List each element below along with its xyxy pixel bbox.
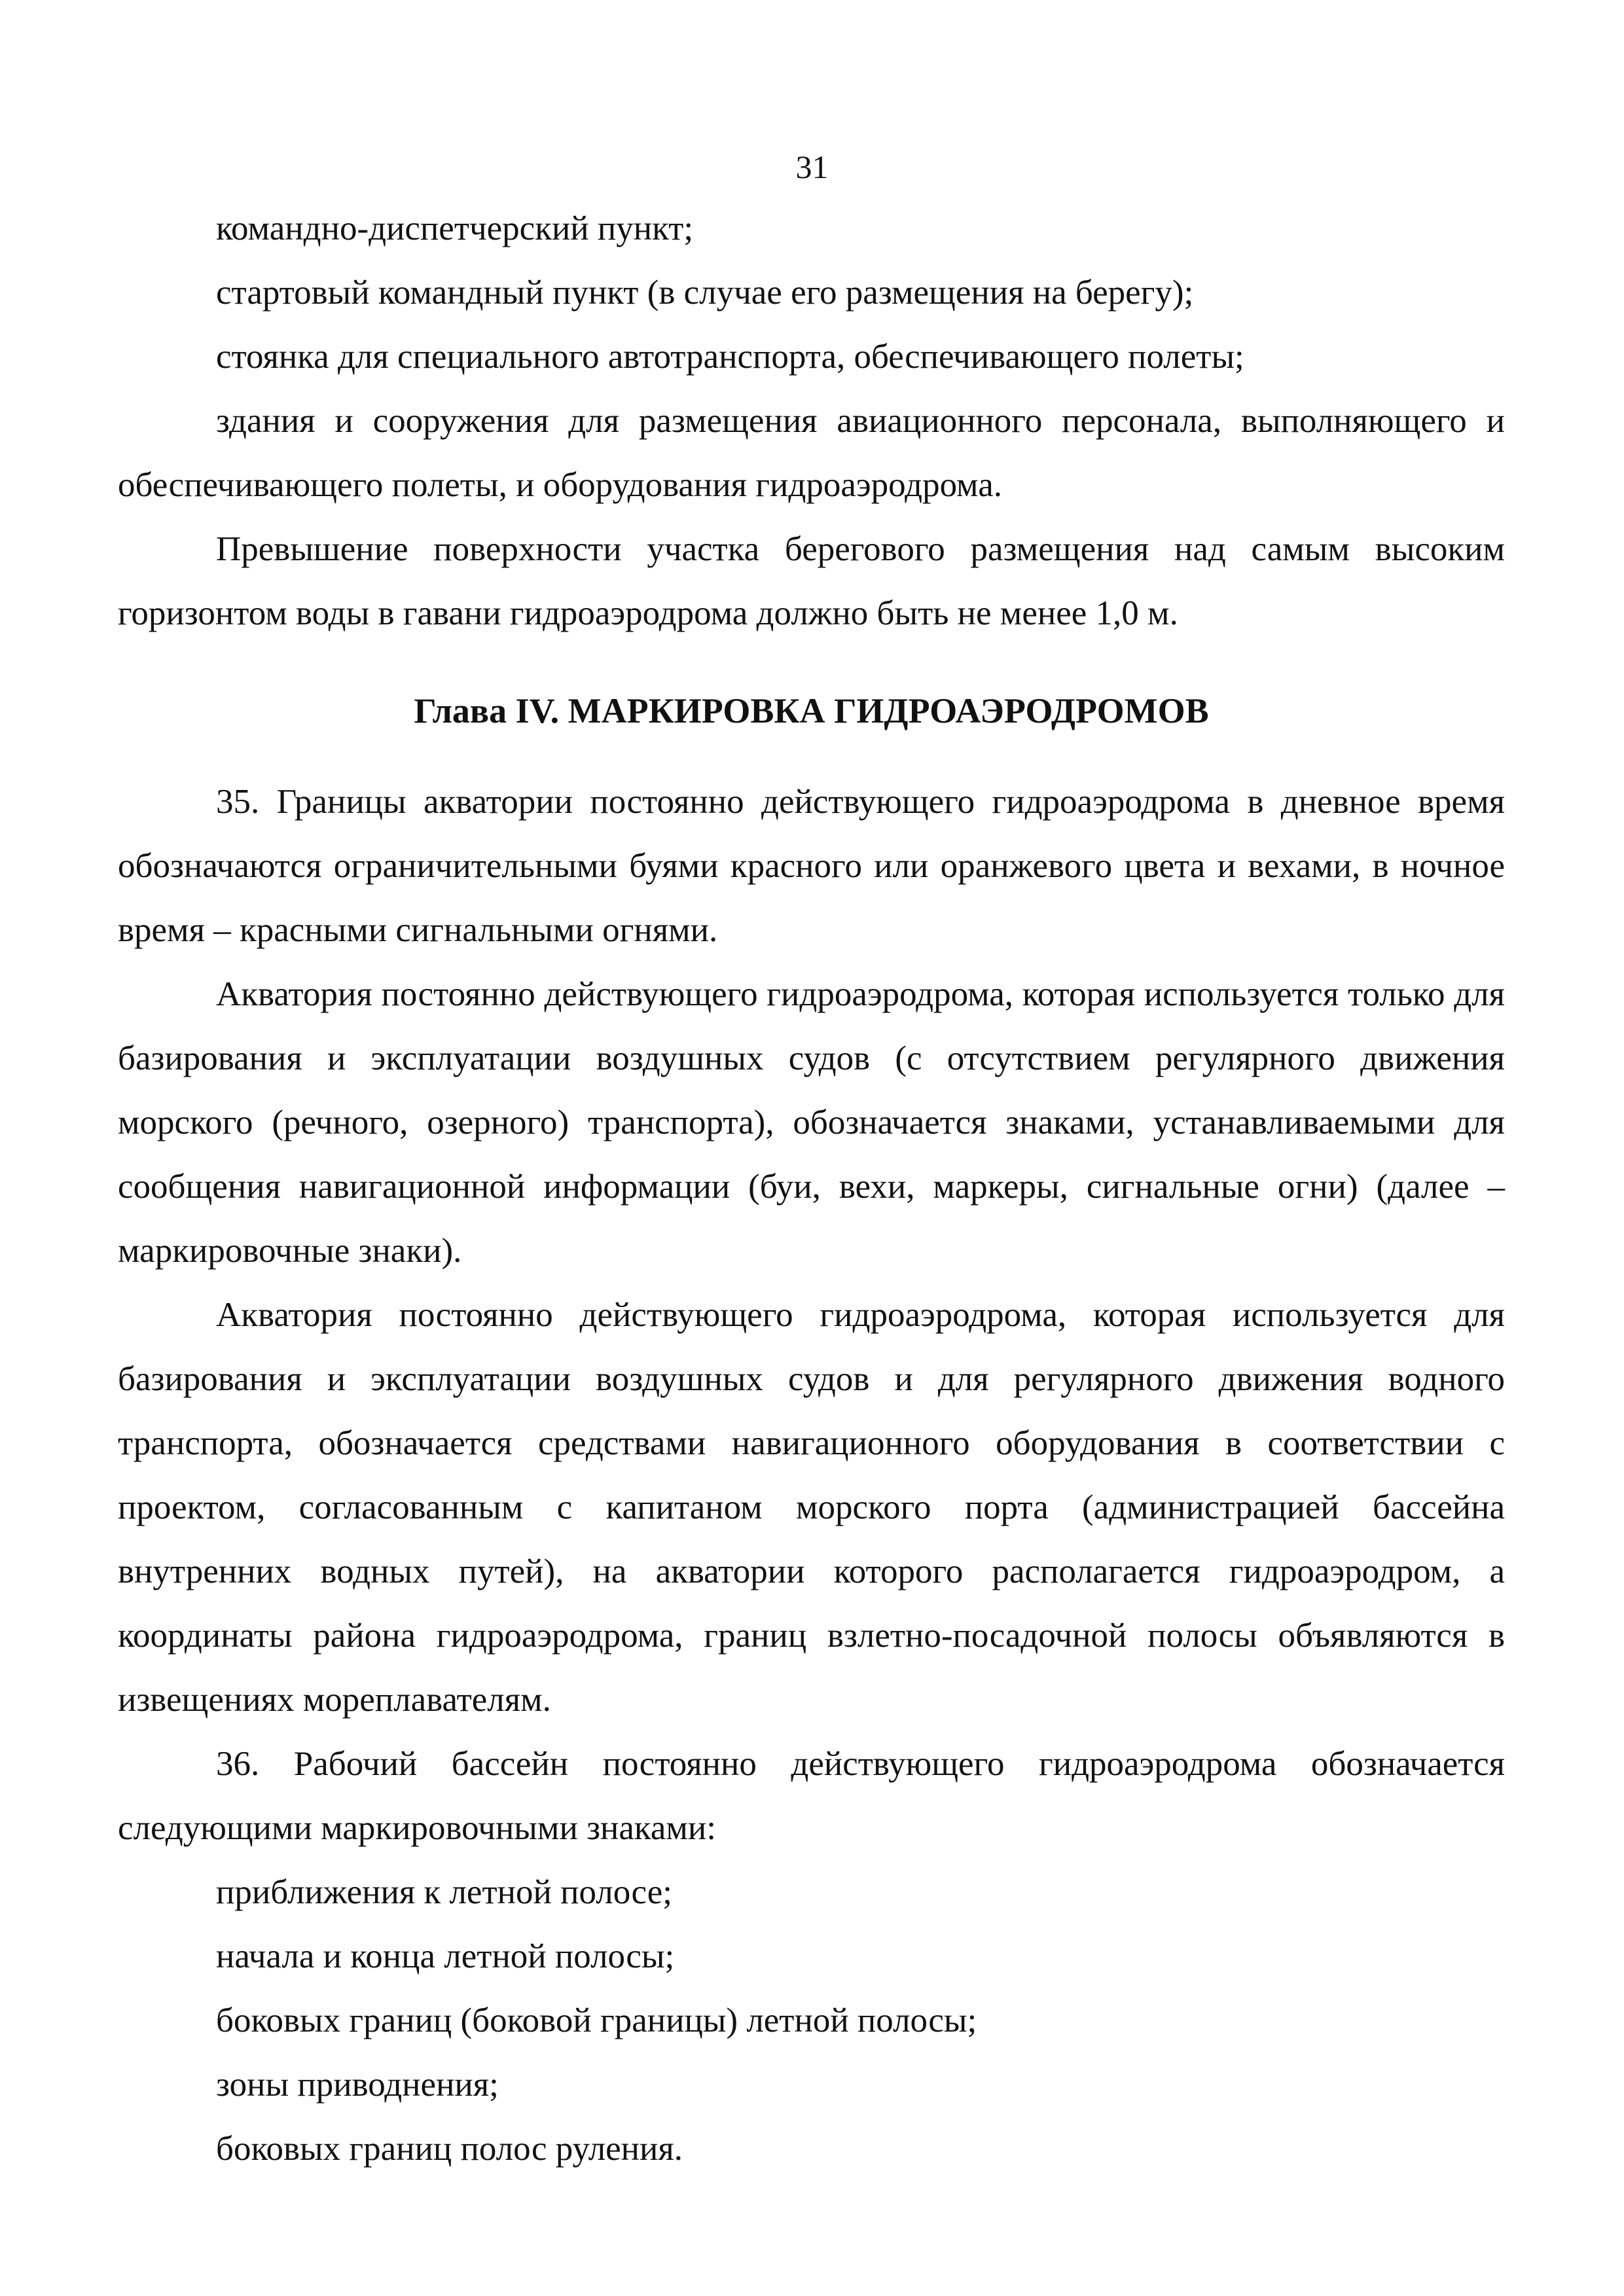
- list-item: боковых границ (боковой границы) летной полосы;: [216, 2001, 977, 2039]
- list-item: стартовый командный пункт (в случае его размещения на берегу);: [216, 274, 1194, 312]
- list-item: зоны приводнения;: [216, 2066, 499, 2104]
- paragraph-water-area-2: Акватория постоянно действующего гидроаэродрома, которая используется для базирования и эксплуатации воздушных судов и для регулярного движения водного транспорта, обозначается средствами навигационного оборудования в соответствии с проектом, согласованным с капитаном морского порта (администрацией бассейна внутренних водных путей), на акватории которого располагается гидроаэродром, а координаты района гидроаэродрома, границ взлетно-посадочной полосы объявляются в извещениях мореплавателям.: [118, 1296, 1505, 1719]
- list-item: стоянка для специального автотранспорта, обеспечивающего полеты;: [216, 338, 1244, 376]
- paragraph-35: 35. Границы акватории постоянно действующего гидроаэродрома в дневное время обозначаются ограничительными буями красного или оранжевого цвета и вехами, в ночное время – красными сигнальными огнями.: [118, 783, 1505, 949]
- list-item: боковых границ полос руления.: [216, 2130, 683, 2168]
- paragraph-elevation: Превышение поверхности участка берегового размещения над самым высоким горизонтом воды в гавани гидроаэродрома должно быть не менее 1,0 м.: [118, 530, 1505, 632]
- list-item: начала и конца летной полосы;: [216, 1937, 675, 1975]
- document-body: [118, 196, 1505, 2181]
- paragraph-36: 36. Рабочий бассейн постоянно действующего гидроаэродрома обозначается следующими маркировочными знаками:: [118, 1745, 1505, 1847]
- chapter-heading: Глава IV. МАРКИРОВКА ГИДРОАЭРОДРОМОВ: [414, 691, 1209, 730]
- list-item: здания и сооружения для размещения авиационного персонала, выполняющего и обеспечивающего полеты, и оборудования гидроаэродрома.: [118, 402, 1505, 504]
- page-number: 31: [795, 149, 829, 185]
- paragraph-water-area-1: Акватория постоянно действующего гидроаэродрома, которая используется только для базирования и эксплуатации воздушных судов (с отсутствием регулярного движения морского (речного, озерного) транспорта), обозначается знаками, устанавливаемыми для сообщения навигационной информации (буи, вехи, маркеры, сигнальные огни) (далее – маркировочные знаки).: [118, 975, 1505, 1270]
- list-item: приближения к летной полосе;: [216, 1873, 672, 1911]
- list-item: командно-диспетчерский пункт;: [216, 209, 694, 247]
